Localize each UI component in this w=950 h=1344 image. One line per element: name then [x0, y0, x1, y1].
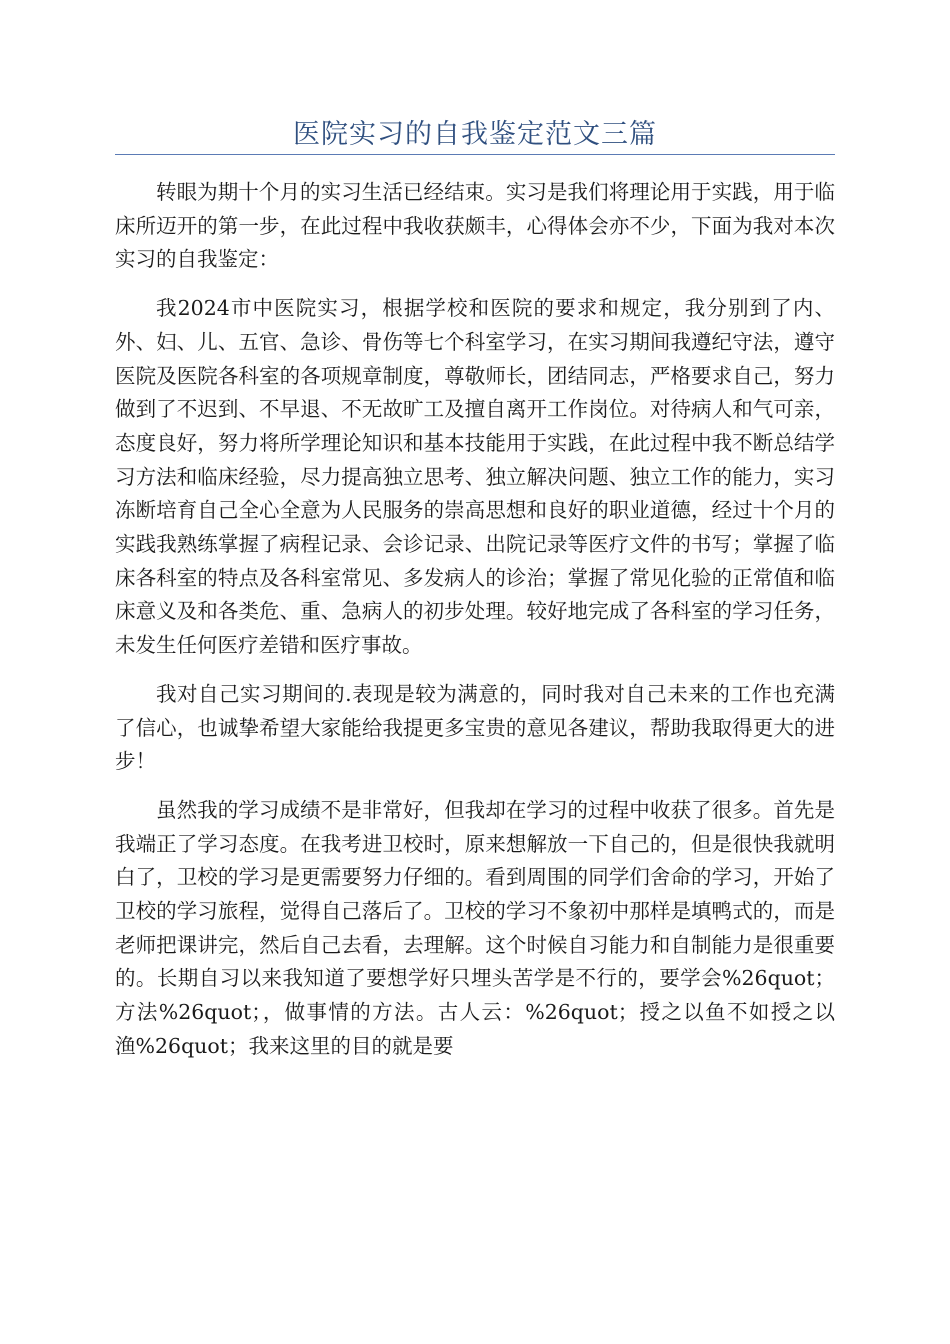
title-underline — [115, 154, 835, 155]
document-title: 医院实习的自我鉴定范文三篇 — [293, 119, 657, 150]
paragraph-self-evaluation: 我对自己实习期间的.表现是较为满意的，同时我对自己未来的工作也充满了信心，也诚挚希望大家能给我提更多宝贵的意见各建议，帮助我取得更大的进步！ — [115, 681, 835, 774]
paragraph-internship-details: 我2024市中医院实习，根据学校和医院的要求和规定，我分别到了内、外、妇、儿、五官、急诊、骨伤等七个科室学习，在实习期间我遵纪守法，遵守医院及医院各科室的各项规章制度，尊敬师长，团结同志，严格要求自己，努力做到了不迟到、不早退、不无故旷工及擅自离开工作岗位。对待病人和气可亲，态度良好，努力将所学理论知识和基本技能用于实践，在此过程中我不断总结学习方法和临床经验，尽力提高独立思考、独立解决问题、独立工作的能力，实习冻断培育自己全心全意为人民服务的崇高思想和良好的职业道德，经过十个月的实践我熟练掌握了病程记录、会诊记录、出院记录等医疗文件的书写；掌握了临床各科室的特点及各科室常见、多发病人的诊治；掌握了常见化验的正常值和临床意义及和各类危、重、急病人的初步处理。较好地完成了各科室的学习任务，未发生任何医疗差错和医疗事故。 — [115, 296, 835, 658]
paragraph-intro: 转眼为期十个月的实习生活已经结束。实习是我们将理论用于实践，用于临床所迈开的第一步，在此过程中我收获颇丰，心得体会亦不少，下面为我对本次实习的自我鉴定： — [115, 180, 835, 272]
paragraph-study-reflection: 虽然我的学习成绩不是非常好，但我却在学习的过程中收获了很多。首先是我端正了学习态度。在我考进卫校时，原来想解放一下自己的，但是很快我就明白了，卫校的学习是更需要努力仔细的。看到周围的同学们舍命的学习，开始了卫校的学习旅程，觉得自己落后了。卫校的学习不象初中那样是填鸭式的，而是老师把课讲完，然后自己去看，去理解。这个时候自习能力和自制能力是很重要的。长期自习以来我知道了要想学好只埋头苦学是不行的，要学会%26quot；方法%26quot；，做事情的方法。古人云：%26quot；授之以鱼不如授之以渔%26quot；我来这里的目的就是要 — [115, 797, 835, 1058]
document-body — [115, 176, 835, 1079]
